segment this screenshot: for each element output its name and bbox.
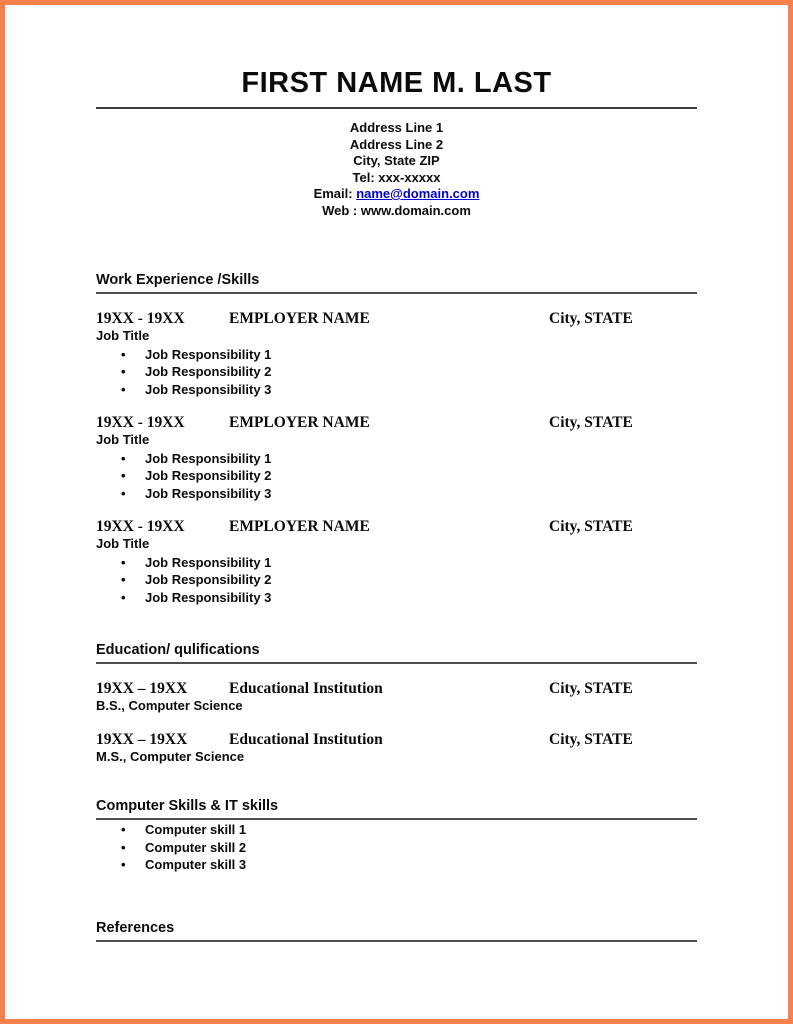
job-responsibility-list <box>96 450 697 503</box>
job-responsibility: Job Responsibility 2 <box>145 364 272 379</box>
job-block <box>96 414 697 502</box>
job-header-row <box>96 414 697 432</box>
job-responsibility: Job Responsibility 3 <box>145 485 272 501</box>
education-degree: B.S., Computer Science <box>96 698 243 713</box>
list-item <box>96 821 697 839</box>
address-line-2: Address Line 2 <box>349 136 444 152</box>
bullet-icon: • <box>121 381 126 397</box>
bullet-icon: • <box>121 450 126 466</box>
job-responsibility: Job Responsibility 1 <box>145 554 272 570</box>
list-item <box>96 363 697 381</box>
job-dates: 19XX - 19XX <box>96 518 185 535</box>
education-location: City, STATE <box>549 730 633 748</box>
computer-skills-heading: Computer Skills & IT skills <box>96 798 697 820</box>
education-header-row <box>96 680 697 698</box>
education-degree: M.S., Computer Science <box>96 748 245 764</box>
bullet-icon: • <box>121 572 126 587</box>
section-education <box>96 642 697 765</box>
bullet-icon: • <box>121 468 126 483</box>
computer-skill: Computer skill 2 <box>145 839 247 855</box>
job-location: City, STATE <box>549 518 633 535</box>
computer-skills-list <box>96 821 697 874</box>
job-dates: 19XX - 19XX <box>96 310 185 327</box>
job-responsibility: Job Responsibility 2 <box>145 468 272 483</box>
list-item <box>96 571 697 589</box>
contact-block <box>96 120 697 219</box>
computer-skill: Computer skill 1 <box>145 822 247 837</box>
job-responsibility: Job Responsibility 3 <box>145 589 272 605</box>
job-block <box>96 518 697 606</box>
education-heading: Education/ qulifications <box>96 642 697 664</box>
job-responsibility: Job Responsibility 3 <box>145 381 272 397</box>
education-dates: 19XX – 19XX <box>96 680 188 697</box>
telephone: Tel: xxx-xxxxx <box>352 169 441 185</box>
references-heading: References <box>96 920 697 942</box>
bullet-icon: • <box>121 485 126 501</box>
education-location: City, STATE <box>549 680 633 697</box>
email-line <box>96 186 697 203</box>
job-responsibility: Job Responsibility 1 <box>145 450 272 466</box>
list-item <box>96 450 697 468</box>
education-entry <box>96 680 697 715</box>
job-responsibility-list <box>96 554 697 607</box>
page-title: FIRST NAME M. LAST <box>241 67 552 99</box>
bullet-icon: • <box>121 364 126 379</box>
job-employer: EMPLOYER NAME <box>229 310 370 327</box>
bottom-whitespace <box>96 942 697 1024</box>
computer-skill: Computer skill 3 <box>145 857 247 872</box>
education-header-row <box>96 731 697 749</box>
job-responsibility: Job Responsibility 1 <box>145 346 272 362</box>
email-label: Email: <box>313 186 357 201</box>
education-dates: 19XX – 19XX <box>96 730 188 748</box>
section-computer-skills <box>96 798 697 874</box>
bullet-icon: • <box>121 857 126 872</box>
job-block <box>96 310 697 398</box>
job-employer: EMPLOYER NAME <box>229 518 370 535</box>
job-title: Job Title <box>96 432 150 447</box>
web-line: Web : www.domain.com <box>322 202 471 218</box>
list-item <box>96 467 697 485</box>
bullet-icon: • <box>121 554 126 570</box>
resume-content <box>96 67 697 1024</box>
job-employer: EMPLOYER NAME <box>229 414 370 431</box>
city-state-zip: City, State ZIP <box>353 153 440 168</box>
address-line-1: Address Line 1 <box>349 120 444 135</box>
job-title: Job Title <box>96 328 150 343</box>
email-link[interactable]: name@domain.com <box>356 186 480 201</box>
list-item <box>96 346 697 364</box>
list-item <box>96 856 697 874</box>
section-references <box>96 920 697 942</box>
job-responsibility-list <box>96 346 697 399</box>
bullet-icon: • <box>121 346 126 362</box>
list-item <box>96 554 697 572</box>
job-responsibility: Job Responsibility 2 <box>145 572 272 587</box>
section-work-experience <box>96 272 697 606</box>
job-location: City, STATE <box>549 414 633 431</box>
bullet-icon: • <box>121 589 126 605</box>
education-institution: Educational Institution <box>229 680 383 697</box>
list-item <box>96 485 697 503</box>
job-title: Job Title <box>96 536 150 551</box>
title-divider <box>96 107 697 109</box>
bullet-icon: • <box>121 839 126 855</box>
job-dates: 19XX - 19XX <box>96 414 185 431</box>
job-header-row <box>96 310 697 328</box>
job-location: City, STATE <box>549 310 633 327</box>
education-entry <box>96 731 697 766</box>
list-item <box>96 839 697 857</box>
work-experience-heading: Work Experience /Skills <box>96 272 697 294</box>
list-item <box>96 381 697 399</box>
education-institution: Educational Institution <box>229 730 383 748</box>
list-item <box>96 589 697 607</box>
bullet-icon: • <box>121 822 126 837</box>
job-header-row <box>96 518 697 536</box>
